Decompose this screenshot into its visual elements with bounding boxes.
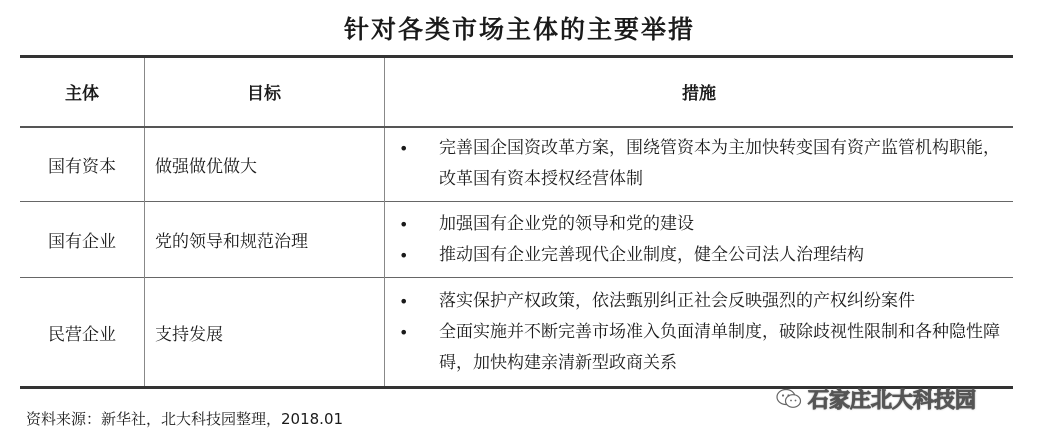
measure-text: 推动国有企业完善现代企业制度，健全公司法人治理结构 <box>439 244 864 265</box>
list-item <box>397 286 1005 317</box>
subject-cell: 国有企业 <box>20 202 145 278</box>
page-title: 针对各类市场主体的主要举措 <box>343 15 695 44</box>
measure-text: 完善国企国资改革方案，围绕管资本为主加快转变国有资产监管机构职能，改革国有资本授权经营体制 <box>439 138 1000 190</box>
measures-cell <box>385 127 1014 202</box>
subject-cell: 国有资本 <box>20 127 145 202</box>
measures-cell <box>385 202 1014 278</box>
list-item <box>397 240 1005 271</box>
header-goal: 目标 <box>145 57 385 127</box>
list-item <box>397 209 1005 240</box>
table-row <box>20 278 1013 388</box>
bullet-icon: • <box>399 322 409 342</box>
list-item <box>397 133 1005 195</box>
subject-cell: 民营企业 <box>20 278 145 388</box>
header-measures: 措施 <box>385 57 1014 127</box>
header-subject: 主体 <box>20 57 145 127</box>
table-row <box>20 127 1013 202</box>
measure-text: 加强国有企业党的领导和党的建设 <box>439 213 694 234</box>
watermark-text: 石家庄北大科技园 <box>808 388 976 412</box>
bullet-icon: • <box>399 214 409 234</box>
table-row <box>20 202 1013 278</box>
measure-text: 落实保护产权政策，依法甄别纠正社会反映强烈的产权纠纷案件 <box>439 290 915 311</box>
measures-cell <box>385 278 1014 388</box>
bullet-icon: • <box>399 245 409 265</box>
measure-text: 全面实施并不断完善市场准入负面清单制度，破除歧视性限制和各种隐性障碍，加快构建亲清新型政商关系 <box>439 321 1000 373</box>
bullet-icon: • <box>399 291 409 311</box>
watermark <box>776 382 976 416</box>
goal-cell: 做强做优做大 <box>145 127 385 202</box>
goal-cell: 党的领导和规范治理 <box>145 202 385 278</box>
measures-table <box>20 55 1013 389</box>
goal-cell: 支持发展 <box>145 278 385 388</box>
source-note: 资料来源：新华社，北大科技园整理，2018.01 <box>26 410 344 428</box>
wechat-icon <box>776 388 802 410</box>
bullet-icon: • <box>399 139 409 159</box>
table-header-row <box>20 57 1013 127</box>
list-item <box>397 317 1005 379</box>
